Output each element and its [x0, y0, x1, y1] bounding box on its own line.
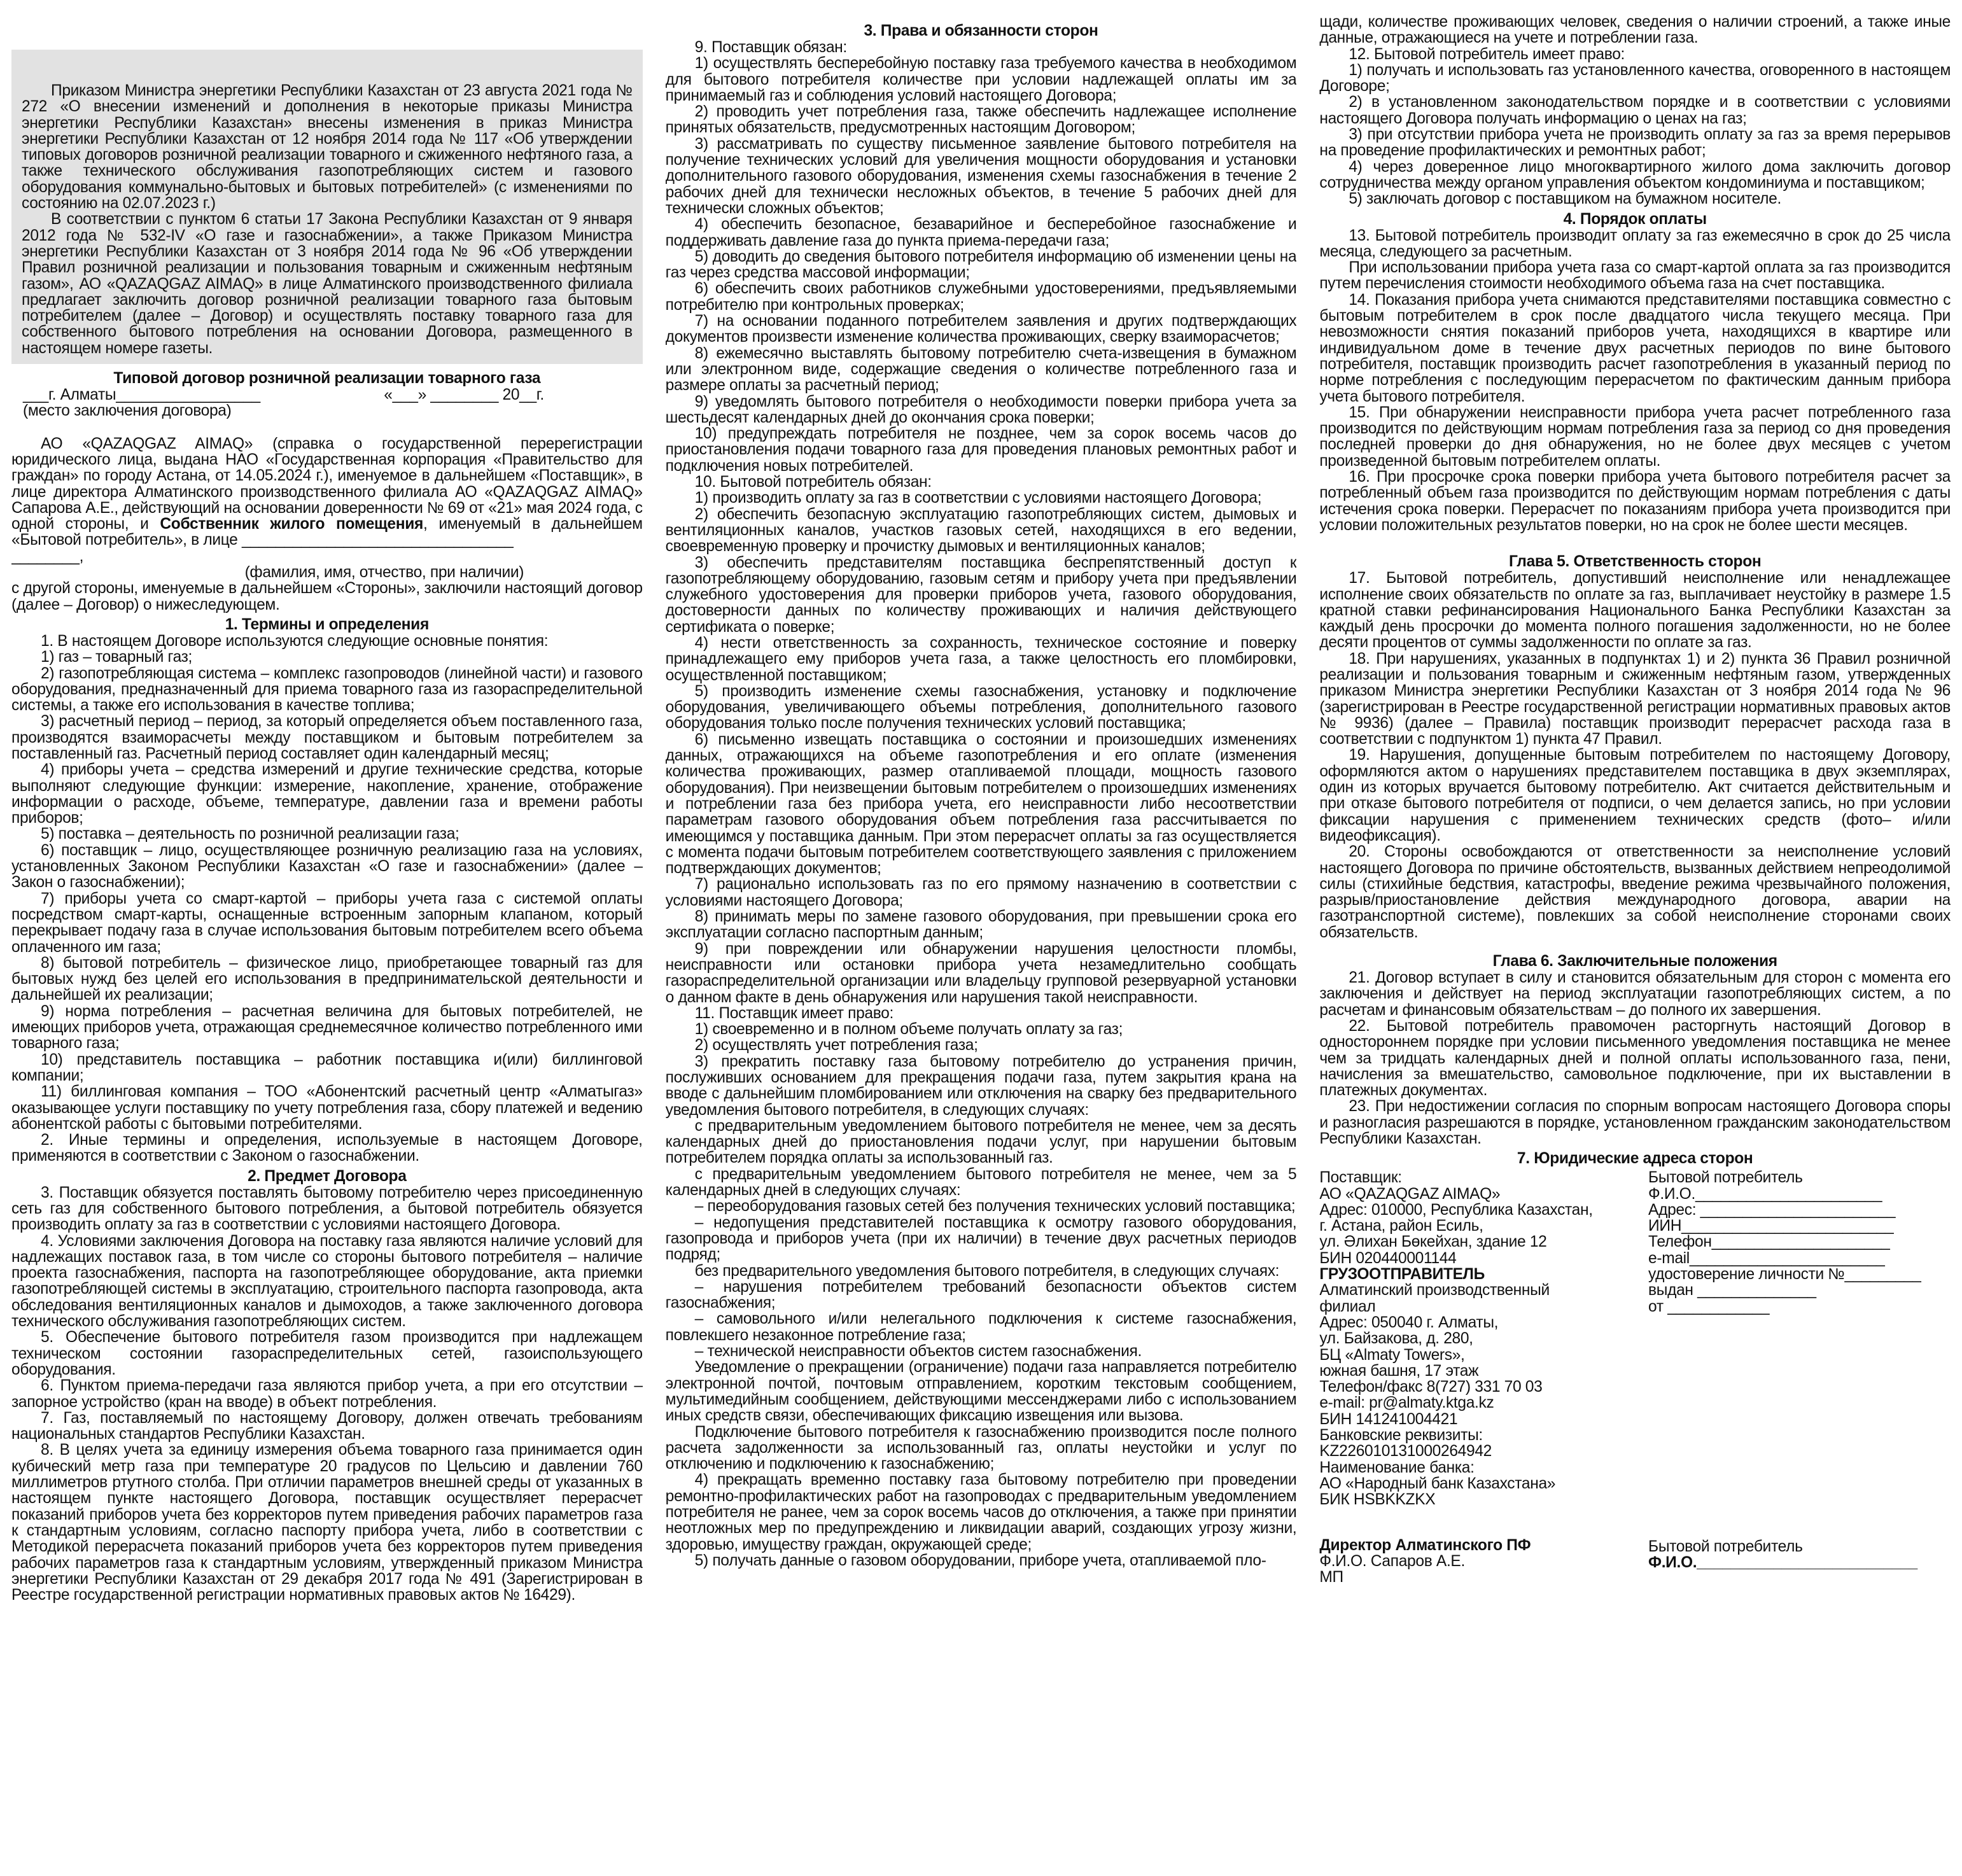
clause: 8) бытовой потребитель – физическое лицо, приобретающее товарный газ для бытовых нужд без целей его использования в предпринимательской деятельности и дальнейшей их реализации;	[11, 954, 643, 1004]
shipper-label: ГРУЗООТПРАВИТЕЛЬ	[1319, 1266, 1485, 1283]
clause: 1. В настоящем Договоре используются следующие основные понятия:	[41, 632, 549, 650]
clause: 7) на основании поданного потребителем заявления и других подтверждающих документов произвести изменение количества проживающих, сверку взаиморасчетов;	[665, 312, 1297, 346]
legal-addresses	[1319, 1170, 1951, 1508]
preamble	[11, 436, 643, 549]
consumer-signature	[1648, 1537, 1951, 1586]
stamp-place: МП	[1319, 1569, 1343, 1586]
address-line: ИИН_________________________	[1648, 1218, 1894, 1235]
clause: 7) приборы учета со смарт-картой – приборы учета газа с системой оплаты посредством смарт-карты, оснащенные встроенным запорным клапаном, который перекрывает подачу газа в случае использования бытовым потребителем всего объема оплаченного им газа;	[11, 890, 643, 956]
address-line: KZ226010131000264942	[1319, 1443, 1492, 1460]
clause: 7) рационально использовать газ по его прямому назначению в соответствии с условиями настоящего Договора;	[665, 876, 1297, 909]
clause: с предварительным уведомлением бытового потребителя не менее, чем за 5 календарных дней в следующих случаях:	[665, 1165, 1297, 1200]
clause: 6. Пунктом приема-передачи газа являются прибор учета, а при его отсутствии – запорное устройство (кран на вводе) в объект потребления.	[11, 1377, 643, 1411]
address-line: Бытовой потребитель	[1648, 1170, 1803, 1186]
column-2	[666, 14, 1297, 1876]
column-1	[11, 14, 643, 1876]
preamble-owner: Собственник жилого помещения	[160, 515, 424, 533]
clause: 4) через доверенное лицо многоквартирного жилого дома заключить договор сотрудничества между органом управления объектом кондоминиума и поставщиком;	[1319, 158, 1951, 192]
consumer-address	[1648, 1170, 1951, 1508]
section-7-title: 7. Юридические адреса сторон	[1517, 1150, 1753, 1168]
place-note: (место заключения договора)	[23, 402, 232, 420]
clause: без предварительного уведомления бытового потребителя, в следующих случаях:	[694, 1262, 1280, 1280]
clause: 9. Поставщик обязан:	[694, 39, 847, 56]
clause: 3) прекратить поставку газа бытовому потребителю до устранения причин, послуживших основанием для прекращения подачи газа, путем закрытия крана на вводе с дальнейшим пломбированием или отключения на сварку без предварительного уведомления бытового потребителя, в следующих случаях:	[665, 1053, 1297, 1119]
clause: 3) рассматривать по существу письменное заявление бытового потребителя на получение технических условий для увеличения мощности оборудования и установки дополнительного газового оборудования, изменения схемы газоснабжения в течение 2 рабочих дней для технически несложных объектов, в течение 5 рабочих дней для технически сложных объектов;	[665, 135, 1297, 217]
clause: 5) доводить до сведения бытового потребителя информацию об изменении цены на газ через средства массовой информации;	[665, 248, 1297, 282]
address-line: e-mail_______________________	[1648, 1250, 1885, 1267]
clause: 2) осуществлять учет потребления газа;	[694, 1037, 978, 1054]
clause: 15. При обнаружении неисправности прибора учета расчет потребленного газа производится по действующим нормам потребления газа за период со дня проведения последней проверки до дня обнаружения, но не более двух месяцев с учетом произведенной бытовым потребителем оплаты.	[1319, 403, 1951, 470]
preamble-part-2: , именуемый в дальнейшем «Бытовой потребитель», в лице ________________________________	[11, 515, 643, 549]
clause: 3) расчетный период – период, за который определяется объем поставленного газа, производятся взаиморасчеты между поставщиком и бытовым потребителем за поставленный газ. Расчетный период составляет один календарный месяц;	[11, 713, 643, 762]
fio-note: (фамилия, имя, отчество, при наличии)	[244, 564, 524, 582]
clause: 10. Бытовой потребитель обязан:	[694, 473, 932, 491]
section-5-title: Глава 5. Ответственность сторон	[1508, 553, 1762, 571]
clause: 19. Нарушения, допущенные бытовым потребителем по настоящему Договору, оформляются актом о нарушениях представителем поставщика в двух экземплярах, один из которых вручается бытовому потребителю. Акт считается действительным и при отказе бытового потребителя от подписи, о чем делается запись, но при условии фиксации нарушения с применением технических средств (фото– и/или видеофиксация).	[1319, 746, 1951, 844]
place-date-line: ___г. Алматы_________________ «___» ________ 20__г.	[23, 386, 544, 404]
clause: 8. В целях учета за единицу измерения объема товарного газа принимается один кубический метр газа при температуре 20 градусов по Цельсию и давлении 760 миллиметров ртутного столба. При отличии параметров внешней среды от указанных в настоящем пункте настоящего Договора, поставщик осуществляет перерасчет показаний приборов учета без корректоров путем приведения рабочих параметров газа к стандартным условиям, согласно паспорту прибора учета, либо в соответствии с Методикой перерасчета показаний приборов учета без корректоров путем приведения рабочих параметров газа к стандартным условиям, утвержденный приказом Министра энергетики Республики Казахстан от 29 декабря 2017 года № 491 (Зарегистрирован в Реестре государственной регистрации нормативных правовых актов № 16429).	[11, 1441, 643, 1604]
clause: 8) принимать меры по замене газового оборудования, при превышении срока его эксплуатации согласно паспортным данным;	[665, 908, 1297, 942]
address-line: Адрес: _______________________	[1648, 1201, 1896, 1219]
clause: 5. Обеспечение бытового потребителя газом производится при надлежащем техническом состоянии газораспределительных сетей, газоиспользующего оборудования.	[11, 1329, 643, 1378]
clause: 5) заключать договор с поставщиком на бумажном носителе.	[1349, 190, 1781, 208]
clause: – технической неисправности объектов систем газоснабжения.	[694, 1343, 1142, 1361]
address-line: ул. Байзакова, д. 280,	[1319, 1331, 1473, 1347]
preamble-part-1: АО «QAZAQGAZ AIMAQ» (справка о государственной перерегистрации юридического лица, выдана НАО «Государственная корпорация «Правительство для граждан» по городу Астана, от 14.05.2024 г.), именуемое в дальнейшем «Поставщик», в лице директора Алматинского производственного филиала АО «QAZAQGAZ AIMAQ» Сапарова А.Е., действующий на основании доверенности № 69 от «21» мая 2024 года, с одной стороны, и	[11, 435, 643, 533]
clause: 17. Бытовой потребитель, допустивший неисполнение или ненадлежащее исполнение своих обязательств по оплате за газ, выплачивает неустойку в размере 1.5 кратной ставки рефинансирования Национального Банка Республики Казахстан за каждый день просрочки до момента полного погашения задолженности, но не более десяти процентов от суммы задолженности по оплате за газ.	[1319, 570, 1951, 652]
address-line: Банковские реквизиты:	[1319, 1427, 1483, 1444]
address-line: БИН 141241004421	[1319, 1411, 1458, 1428]
address-line: южная башня, 17 этаж	[1319, 1362, 1479, 1380]
clause: 21. Договор вступает в силу и становится обязательным для сторон с момента его заключения и действует на период эксплуатации газопотребляющих систем, а по расчетам и финансовым обязательствам – до полного их завершения.	[1319, 969, 1951, 1019]
signatures	[1319, 1537, 1951, 1586]
address-line: Поставщик:	[1319, 1170, 1402, 1186]
clause: 16. При просрочке срока поверки прибора учета бытового потребителя расчет за потребленный объем газа производится по действующим нормам потребления с даты истечения срока поверки. Перерасчет по показаниям прибора учета производится при условии положительных результатов поверки, но на срок не более шести месяцев.	[1319, 468, 1951, 534]
section-3-title: 3. Права и обязанности сторон	[864, 22, 1098, 39]
clause: 1) газ – товарный газ;	[41, 648, 193, 666]
clause: 3) обеспечить представителям поставщика беспрепятственный доступ к газопотребляющему оборудованию, газовым сетям и прибору учета при предъявлении служебного удостоверения для проверки приборов учета, газового оборудования, достоверности данных по количеству проживающих и наличия действующего сертификата о поверке;	[665, 554, 1297, 636]
clause: – недопущения представителей поставщика к осмотру газового оборудования, газопровода и приборов учета (при их наличии) в течение двух расчетных периодов подряд;	[665, 1214, 1297, 1264]
address-line: Телефон/факс 8(727) 331 70 03	[1319, 1379, 1543, 1396]
address-line: от ____________	[1648, 1298, 1770, 1315]
notice-paragraph: Приказом Министра энергетики Республики Казахстан от 23 августа 2021 года № 272 «О внесении изменений и дополнения в некоторые приказы Министра энергетики Республики Казахстан» внесены изменения в приказ Министра энергетики Республики Казахстан от 12 ноября 2014 года № 117 «Об утверждении типовых договоров розничной реализации товарного и сжиженного нефтяного газа, а также технического обслуживания газопотребляющих систем и газового оборудования коммунально-бытовых и бытовых потребителей» (с изменениями по состоянию на 02.07.2023 г.)	[22, 82, 633, 213]
clause: 12. Бытовой потребитель имеет право:	[1349, 45, 1625, 63]
contract-title: Типовой договор розничной реализации товарного газа	[113, 370, 541, 388]
clause: 5) производить изменение схемы газоснабжения, установку и подключение оборудования, увеличивающего объемы потребления, дополнительного газового оборудования только после получения технических условий поставщика;	[665, 682, 1297, 732]
address-line: e-mail: pr@almaty.ktga.kz	[1319, 1395, 1494, 1411]
notice-box	[11, 50, 643, 364]
clause: 2. Иные термины и определения, используемые в настоящем Договоре, применяются в соответствии с Законом о газоснабжении.	[11, 1131, 643, 1165]
address-line: БИН 020440001144	[1319, 1250, 1457, 1267]
clause: – самовольного и/или нелегального подключения к системе газоснабжения, повлекшего незаконное потребление газа;	[665, 1310, 1297, 1344]
clause: 9) норма потребления – расчетная величина для бытовых потребителей, не имеющих приборов учета, отражающая среднемесячное количество потребленного ими товарного газа;	[11, 1002, 643, 1053]
clause: 11. Поставщик имеет право:	[694, 1004, 893, 1022]
preamble-blank: ________,	[11, 547, 84, 565]
clause: 6) поставщик – лицо, осуществляющее розничную реализацию газа на условиях, установленных Законом Республики Казахстан «О газе и газоснабжении» (далее – Закон о газоснабжении);	[11, 841, 643, 892]
clause: 2) в установленном законодательством порядке и в соответствии с условиями настоящего Договора получать информацию о ценах на газ;	[1319, 94, 1951, 127]
address-line: ул. Әлихан Бөкейхан, здание 12	[1319, 1234, 1547, 1250]
notice-paragraph: В соответствии с пунктом 6 статьи 17 Закона Республики Казахстан от 9 января 2012 года № 532-IV «О газе и газоснабжении», а также Приказом Министра энергетики Республики Казахстан от 3 ноября 2014 года № 96 «Об утверждении Правил розничной реализации и пользования товарным и сжиженным нефтяным газом», АО «QAZAQGAZ AIMAQ» в лице Алматинского производственного филиала предлагает заключить договор розничной реализации товарного газа бытовым потребителем (далее – Договор) и осуществлять поставку товарного газа для собственного бытового потребления на основании Договора, размещенного в настоящем номере газеты.	[22, 211, 633, 357]
address-line: Адрес: 050040 г. Алматы,	[1319, 1314, 1499, 1331]
clause-continuation: щади, количестве проживающих человек, сведения о наличии строений, а также иные данные, отражающиеся на учете и потреблении газа.	[1319, 14, 1951, 47]
clause: 4) прекращать временно поставку газа бытовому потребителю при проведении ремонтно-профилактических работ на газопроводах с предварительным уведомлением потребителя не ранее, чем за сорок восемь часов до отключения, а также при принятии неотложных мер по предупреждению и ликвидации аварий, создающих угрозу жизни, здоровью, имуществу граждан, окружающей среде;	[665, 1471, 1297, 1553]
clause: 13. Бытовой потребитель производит оплату за газ ежемесячно в срок до 25 числа месяца, следующего за расчетным.	[1319, 227, 1951, 260]
clause: 6) обеспечить своих работников служебными удостоверениями, предъявляемыми потребителю при контрольных проверках;	[665, 280, 1297, 314]
director-name: Ф.И.О. Сапаров А.Е.	[1319, 1552, 1465, 1570]
clause: 3) при отсутствии прибора учета не производить оплату за газ за время перерывов на проведение профилактических и ремонтных работ;	[1319, 126, 1951, 160]
address-line: выдан ______________	[1648, 1282, 1816, 1299]
clause: 14. Показания прибора учета снимаются представителями поставщика совместно с бытовым потребителем в срок после двадцатого числа текущего месяца. При невозможности снятия показаний приборов учета, находящихся в квартире или индивидуальном доме в течение двух расчетных периодов по вине бытового потребителя, поставщик производить расчет газопотребления в указанный период по норме потребления с последующим перерасчетом по фактическим данным прибора учета бытового потребителя.	[1319, 291, 1951, 405]
clause: 9) уведомлять бытового потребителя о необходимости поверки прибора учета за шестьдесят календарных дней до окончания срока поверки;	[665, 393, 1297, 426]
consumer-title: Бытовой потребитель	[1648, 1537, 1803, 1555]
address-line: удостоверение личности №_________	[1648, 1266, 1921, 1283]
clause: 9) при повреждении или обнаружении нарушения целостности пломбы, неисправности или остановки прибора учета незамедлительно сообщать газораспределительной организации или владельцу групповой резервуарной установки о данном факте в день обнаружения или нарушения такой неисправности.	[665, 940, 1297, 1006]
column-3	[1319, 14, 1951, 1876]
clause: 1) осуществлять бесперебойную поставку газа требуемого качества в необходимом для бытового потребителя количестве при условии надлежащей оплаты им за принимаемый газ и соблюдения условий настоящего Договора;	[665, 55, 1297, 104]
address-line: АО «QAZAQGAZ AIMAQ»	[1319, 1186, 1501, 1202]
clause: 2) газопотребляющая система – комплекс газопроводов (линейной части) и газового оборудования, предназначенный для приема товарного газа из газораспределительной системы, а также его использования в качестве топлива;	[11, 664, 643, 715]
clause: 6) письменно извещать поставщика о состоянии и произошедших изменениях данных, отражающихся на объеме газопотребления и его оплате (изменения количества проживающих, размер отапливаемой площади, мощность газового оборудования). При неизвещении бытовым потребителем о произошедших изменениях и потреблении газа без прибора учета, его неисправности либо несоответствии параметрам газового оборудования объем потребления газа рассчитывается по имеющимся у поставщика данным. При этом перерасчет оплаты за газ осуществляется с момента подачи бытовым потребителем соответствующего заявления с приложением подтверждающих документов;	[665, 731, 1297, 878]
consumer-name-line: Ф.И.О.__________________________	[1648, 1553, 1917, 1571]
clause: При использовании прибора учета газа со смарт-картой оплата за газ производится путем перечисления стоимости необходимого объема газа на счет поставщика.	[1319, 259, 1951, 293]
section-4-title: 4. Порядок оплаты	[1563, 210, 1707, 228]
section-6-title: Глава 6. Заключительные положения	[1492, 953, 1777, 970]
address-line: Телефон_____________________	[1648, 1234, 1890, 1250]
address-line: Адрес: 010000, Республика Казахстан,	[1319, 1201, 1593, 1219]
clause: 5) получать данные о газовом оборудовании, приборе учета, отапливаемой пло-	[694, 1551, 1266, 1569]
clause: 1) производить оплату за газ в соответствии с условиями настоящего Договора;	[694, 489, 1262, 507]
clause: 8) ежемесячно выставлять бытовому потребителю счета-извещения в бумажном или электронном виде, содержащие сведения о количестве потребленного газа и размере оплаты за расчетный период;	[665, 344, 1297, 395]
clause: 4) обеспечить безопасное, безаварийное и бесперебойное газоснабжение и поддерживать давление газа до пункта приема-передачи газа;	[665, 216, 1297, 249]
clause: 11) биллинговая компания – ТОО «Абонентский расчетный центр «Алматыгаз» оказывающее услуги поставщику по учету потребления газа, сбору платежей и ведению абонентской работы с бытовыми потребителями.	[11, 1083, 643, 1133]
clause: 20. Стороны освобождаются от ответственности за неисполнение условий настоящего Договора по причине обстоятельств, вызванных действием непреодолимой силы (стихийные бедствия, катастрофы, введение режима чрезвычайного положения, разрыв/приостановление действия международного договора, аварии на газотранспортной системе), повлекших за собой неисполнение сторонами своих обязательств.	[1319, 843, 1951, 941]
clause: 2) проводить учет потребления газа, также обеспечить надлежащее исполнение принятых обязательств, предусмотренных настоящим Договором;	[665, 103, 1297, 137]
clause: 18. При нарушениях, указанных в подпунктах 1) и 2) пункта 36 Правил розничной реализации и пользования товарным и сжиженным нефтяным газом, утвержденных приказом Министра энергетики Республики Казахстан от 3 ноября 2014 года № 96 (зарегистрирован в Реестре государственной регистрации нормативных правовых актов № 9936) (далее – Правила) поставщик производит перерасчет расхода газа в соответствии с подпунктом 1) пункта 47 Правил.	[1319, 650, 1951, 748]
clause: 22. Бытовой потребитель правомочен расторгнуть настоящий Договор в одностороннем порядке при условии письменного уведомления поставщика не менее чем за тридцать календарных дней и полной оплаты использованного газа, пени, начисления за вмешательство, самовольное подключение, при их выставлении в платежных документах.	[1319, 1017, 1951, 1100]
clause: – нарушения потребителем требований безопасности объектов систем газоснабжения;	[665, 1278, 1297, 1312]
clause: – переоборудования газовых сетей без получения технических условий поставщика;	[694, 1198, 1296, 1215]
clause: 23. При недостижении согласия по спорным вопросам настоящего Договора споры и разногласия разрешаются в порядке, установленном гражданским законодательством Республики Казахстан.	[1319, 1098, 1951, 1147]
clause: 10) предупреждать потребителя не позднее, чем за сорок восемь часов до приостановления подачи товарного газа для проведения плановых ремонтных работ и подключения новых потребителей.	[665, 425, 1297, 475]
section-1-title: 1. Термины и определения	[225, 615, 429, 633]
clause: 5) поставка – деятельность по розничной реализации газа;	[41, 825, 459, 843]
clause: 3. Поставщик обязуется поставлять бытовому потребителю через присоединенную сеть газ для собственного бытового потребления, а бытовой потребитель обязуется производить оплату за газ в соответствии с условиями настоящего Договора.	[11, 1184, 643, 1234]
preamble-end: с другой стороны, именуемые в дальнейшем «Стороны», заключили настоящий договор (далее – Договор) о нижеследующем.	[11, 580, 643, 613]
address-line: Алматинский производственный	[1319, 1282, 1550, 1299]
clause: 4) приборы учета – средства измерений и другие технические средства, которые выполняют следующие функции: измерение, накопление, хранение, отображение информации о расходе, объеме, температуре, давлении газа и времени работы приборов;	[11, 761, 643, 827]
address-line: БЦ «Almaty Towers»,	[1319, 1347, 1465, 1363]
supplier-signature	[1319, 1537, 1637, 1586]
clause: 7. Газ, поставляемый по настоящему Договору, должен отвечать требованиям национальных стандартов Республики Казахстан.	[11, 1409, 643, 1443]
address-line: филиал	[1319, 1298, 1376, 1315]
clause: 4. Условиями заключения Договора на поставку газа являются наличие условий для надлежащих поставок газа, в том числе со стороны бытового потребителя – наличие проекта газоснабжения, паспорта на газопотребляющее оборудование, акта приемки газопотребляющей системы в эксплуатацию, строительного паспорта газопровода, акта обследования вентиляционных каналов и дымоходов, а также заключенного договора технического обслуживания газопотребляющих систем.	[11, 1232, 643, 1331]
clause: 4) нести ответственность за сохранность, техническое состояние и поверку принадлежащего ему приборов учета газа, а также целостность его пломбировки, осуществленной поставщиком;	[665, 634, 1297, 684]
clause: 10) представитель поставщика – работник поставщика и(или) биллинговой компании;	[11, 1051, 643, 1084]
section-2-title: 2. Предмет Договора	[248, 1167, 407, 1185]
clause: с предварительным уведомлением бытового потребителя не менее, чем за десять календарных дней до приостановления подачи услуг, при нарушении бытовым потребителем порядка оплаты за использованный газ.	[665, 1117, 1297, 1167]
clause: 1) получать и использовать газ установленного качества, оговоренного в настоящем Договоре;	[1319, 61, 1951, 95]
supplier-address	[1319, 1170, 1637, 1508]
director-title: Директор Алматинского ПФ	[1319, 1536, 1531, 1554]
address-line: БИК HSBKKZKX	[1319, 1492, 1436, 1508]
clause: Уведомление о прекращении (ограничение) подачи газа направляется потребителю электронной почтой, почтовым отправлением, коротким текстовым сообщением, мультимедийным сообщением, действующими мессенджерами либо с использованием иных средств связи, обеспечивающих фиксацию извещения или вызова.	[665, 1359, 1297, 1425]
address-line: г. Астана, район Есиль,	[1319, 1218, 1483, 1235]
clause: Подключение бытового потребителя к газоснабжению производится после полного расчета задолженности за использованный газ, оплаты неустойки и услуг по отключению и подключению к газоснабжению;	[665, 1423, 1297, 1473]
address-line: Наименование банка:	[1319, 1459, 1475, 1476]
address-line: Ф.И.О.______________________	[1648, 1186, 1882, 1202]
clause: 2) обеспечить безопасную эксплуатацию газопотребляющих систем, дымовых и вентиляционных каналов, участков газовых сетей, находящихся в его ведении, своевременную проверку и прочистку дымовых и вентиляционных каналов;	[665, 505, 1297, 556]
address-line: АО «Народный банк Казахстана»	[1319, 1475, 1556, 1492]
clause: 1) своевременно и в полном объеме получать оплату за газ;	[694, 1021, 1123, 1039]
